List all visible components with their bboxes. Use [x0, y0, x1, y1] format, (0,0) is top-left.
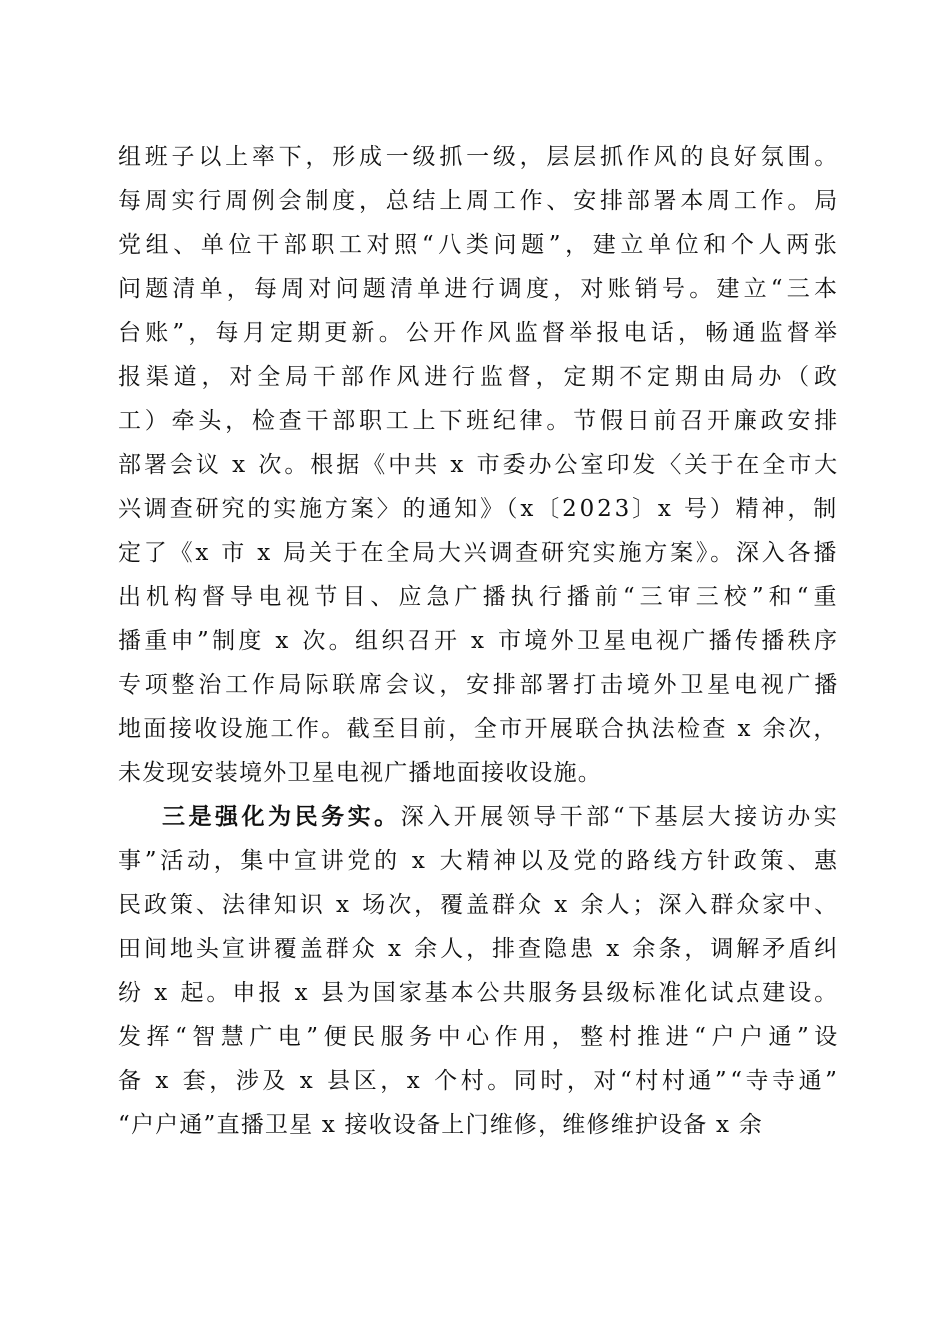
text-line: 未发现安装境外卫星电视广播地面接收设施。 — [118, 760, 602, 786]
text-line: 发挥“智慧广电”便民服务中心作用，整村推进“户户通”设 — [118, 1024, 843, 1050]
text-line: 田间地头宣讲覆盖群众 x 余人，排查隐患 x 余条，调解矛盾纠 — [118, 936, 841, 962]
text-line: “户户通”直播卫星 x 接收设备上门维修，维修维护设备 x 余 — [118, 1112, 763, 1138]
text-line: 工）牵头，检查干部职工上下班纪律。节假日前召开廉政安排 — [118, 408, 841, 434]
text-line: 兴调查研究的实施方案〉的通知》（x〔2023〕x 号）精神，制 — [118, 496, 840, 522]
text-line: 专项整治工作局际联席会议，安排部署打击境外卫星电视广播 — [118, 672, 841, 698]
text-line: 定了《x 市 x 局关于在全局大兴调查研究实施方案》。深入各播 — [118, 540, 840, 566]
paragraph-2 — [118, 795, 843, 1147]
text-line: 地面接收设施工作。截至目前，全市开展联合执法检查 x 余次， — [118, 716, 839, 742]
text-line: 事”活动，集中宣讲党的 x 大精神以及党的路线方针政策、惠 — [118, 848, 841, 874]
text-line: 部署会议 x 次。根据《中共 x 市委办公室印发〈关于在全市大 — [118, 452, 841, 478]
text-line: 组班子以上率下，形成一级抓一级，层层抓作风的良好氛围。 — [118, 144, 841, 170]
paragraph-lead: 三是强化为民务实。 — [162, 803, 401, 830]
paragraph-1 — [118, 135, 842, 795]
text-line: 党组、单位干部职工对照“八类问题”，建立单位和个人两张 — [118, 232, 842, 258]
text-line: 报渠道，对全局干部作风进行监督，定期不定期由局办（政 — [118, 364, 842, 390]
text-run: 深入开展领导干部“下基层大接访办实 — [400, 804, 841, 830]
text-line: 每周实行周例会制度，总结上周工作、安排部署本周工作。局 — [118, 188, 841, 214]
text-line: 出机构督导电视节目、应急广播执行播前“三审三校”和“重 — [118, 584, 842, 610]
text-line: 问题清单，每周对问题清单进行调度，对账销号。建立“三本 — [118, 276, 842, 302]
text-line — [118, 795, 841, 839]
text-line: 备 x 套，涉及 x 县区，x 个村。同时，对“村村通”“寺寺通” — [118, 1068, 841, 1094]
text-line: 纷 x 起。申报 x 县为国家基本公共服务县级标准化试点建设。 — [118, 980, 841, 1006]
text-line: 播重申”制度 x 次。组织召开 x 市境外卫星电视广播传播秩序 — [118, 628, 841, 654]
text-line: 民政策、法律知识 x 场次，覆盖群众 x 余人；深入群众家中、 — [118, 892, 841, 918]
body-text — [118, 135, 843, 1147]
text-line: 台账”，每月定期更新。公开作风监督举报电话，畅通监督举 — [118, 320, 842, 346]
